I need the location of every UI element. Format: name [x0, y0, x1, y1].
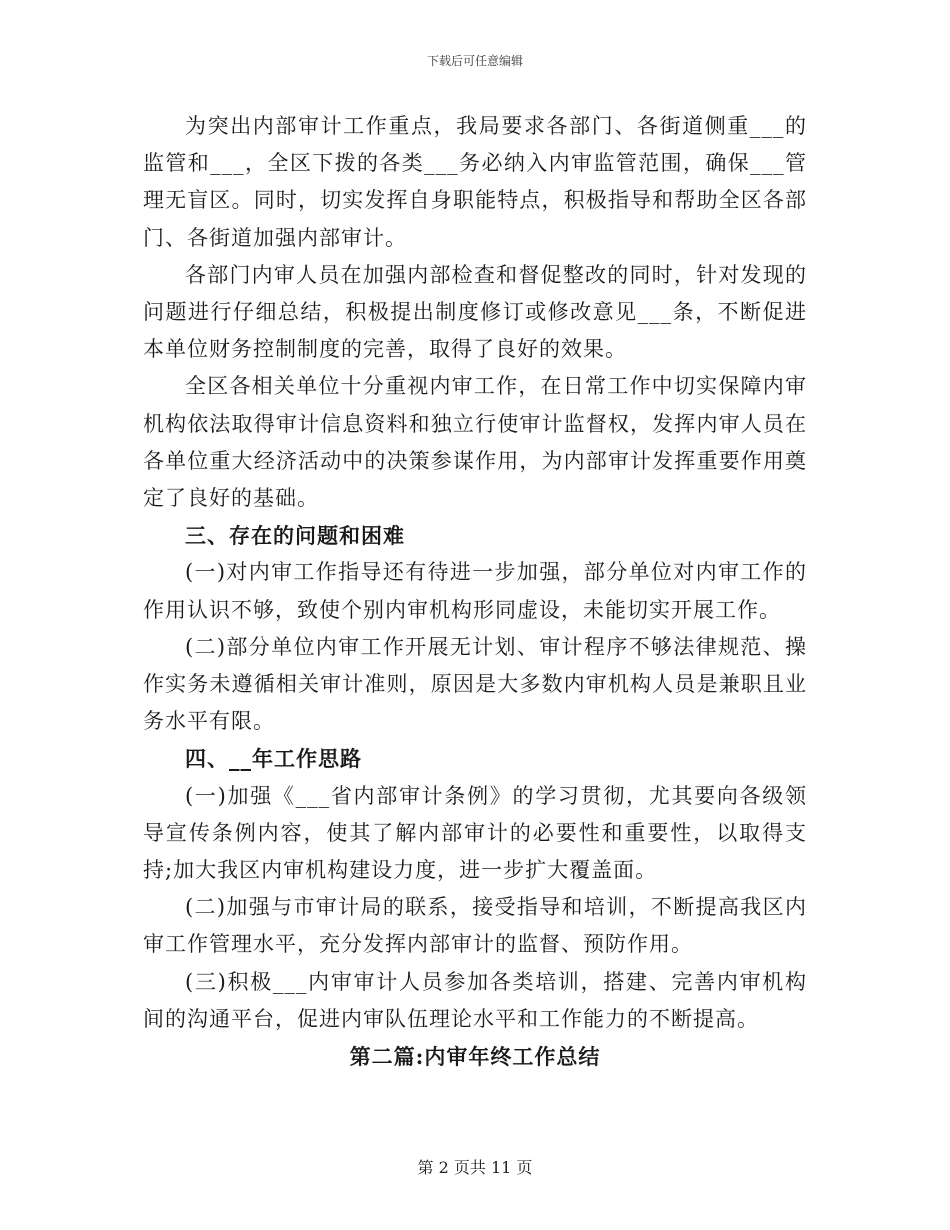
document-body	[143, 108, 807, 1075]
paragraph-1: 为突出内部审计工作重点，我局要求各部门、各街道侧重___的监管和___，全区下拨的各类___务必纳入内审监管范围，确保___管理无盲区。同时，切实发挥自身职能特点，积极指导和帮助全区各部门、各街道加强内部审计。	[143, 114, 807, 250]
paragraph-4: (一)对内审工作指导还有待进一步加强，部分单位对内审工作的作用认识不够，致使个别内审机构形同虚设，未能切实开展工作。	[143, 560, 807, 622]
section-heading-4: 四、__年工作思路	[185, 746, 362, 772]
part-two-title: 第二篇:内审年终工作总结	[349, 1044, 601, 1070]
paragraph-8: (三)积极___内审审计人员参加各类培训，搭建、完善内审机构间的沟通平台，促进内审队伍理论水平和工作能力的不断提高。	[143, 969, 807, 1031]
paragraph-7: (二)加强与市审计局的联系，接受指导和培训，不断提高我区内审工作管理水平，充分发挥内部审计的监督、预防作用。	[143, 895, 807, 957]
page-header-note: 下载后可任意编辑	[426, 54, 523, 68]
page-number: 第 2 页共 11 页	[417, 1158, 533, 1177]
section-heading-3: 三、存在的问题和困难	[185, 523, 405, 549]
paragraph-5: (二)部分单位内审工作开展无计划、审计程序不够法律规范、操作实务未遵循相关审计准则，原因是大多数内审机构人员是兼职且业务水平有限。	[143, 634, 807, 734]
paragraph-6: (一)加强《___省内部审计条例》的学习贯彻，尤其要向各级领导宣传条例内容，使其了解内部审计的必要性和重要性，以取得支持;加大我区内审机构建设力度，进一步扩大覆盖面。	[143, 783, 807, 883]
paragraph-3: 全区各相关单位十分重视内审工作，在日常工作中切实保障内审机构依法取得审计信息资料和独立行使审计监督权，发挥内审人员在各单位重大经济活动中的决策参谋作用，为内部审计发挥重要作用奠定了良好的基础。	[143, 374, 807, 511]
paragraph-2: 各部门内审人员在加强内部检查和督促整改的同时，针对发现的问题进行仔细总结，积极提出制度修订或修改意见___条，不断促进本单位财务控制制度的完善，取得了良好的效果。	[143, 262, 807, 362]
